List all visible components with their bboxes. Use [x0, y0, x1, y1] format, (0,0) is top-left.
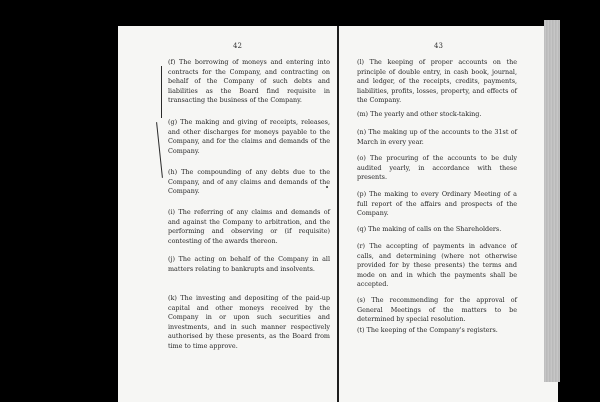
page-number-left: 42 [233, 42, 242, 50]
margin-pencil-mark [156, 122, 163, 178]
clause-q: (q) The making of calls on the Shareholders. [357, 225, 502, 233]
clause-h: (h) The compounding of any debts due to the Company, and of any claims and demands of the Company. [168, 168, 330, 196]
page-edges [544, 20, 560, 382]
right-page [339, 26, 558, 402]
clause-l: (l) The keeping of proper accounts on the principle of double entry, in cash book, journal, and ledger, of the receipts, credits, payments, liabilities, profits, losses, property, and effects of the Company. [357, 58, 517, 105]
clause-j: (j) The acting on behalf of the Company in all matters relating to bankrupts and insolvents. [168, 255, 330, 273]
clause-f: (f) The borrowing of moneys and entering into contracts for the Company, and contracting on behalf of the Company of such debts and liabilities as the Board find requisite in transacting the business of the Company. [168, 58, 330, 105]
clause-s: (s) The recommending for the approval of General Meetings of the matters to be determined by special resolution. [357, 296, 517, 324]
book-spread [118, 26, 558, 402]
clause-i: (i) The referring of any claims and demands of and against the Company to arbitration, and the performing and observing or (if requisite) contesting of the awards thereon. [168, 208, 330, 245]
clause-n: (n) The making up of the accounts to the 31st of March in every year. [357, 128, 517, 146]
margin-pencil-mark [161, 66, 162, 118]
clause-o: (o) The procuring of the accounts to be duly audited yearly, in accordance with these presents. [357, 154, 517, 182]
clause-t: (t) The keeping of the Company's registers. [357, 326, 498, 334]
clause-k: (k) The investing and depositing of the paid-up capital and other moneys received by the Company in or upon such securities and investments, and in such manner respectively authorised by these presents, as the Board from time to time approve. [168, 294, 330, 350]
clause-g: (g) The making and giving of receipts, releases, and other discharges for moneys payable to the Company, and for the claims and demands of the Company. [168, 118, 330, 155]
clause-m: (m) The yearly and other stock-taking. [357, 110, 482, 118]
clause-r: (r) The accepting of payments in advance of calls, and determining (where not otherwise provided for by these presents) the terms and mode on and in which the payments shall be accepted. [357, 242, 517, 289]
page-number-right: 43 [434, 42, 443, 50]
clause-p: (p) The making to every Ordinary Meeting of a full report of the affairs and prospects of the Company. [357, 190, 517, 218]
left-page [118, 26, 337, 402]
